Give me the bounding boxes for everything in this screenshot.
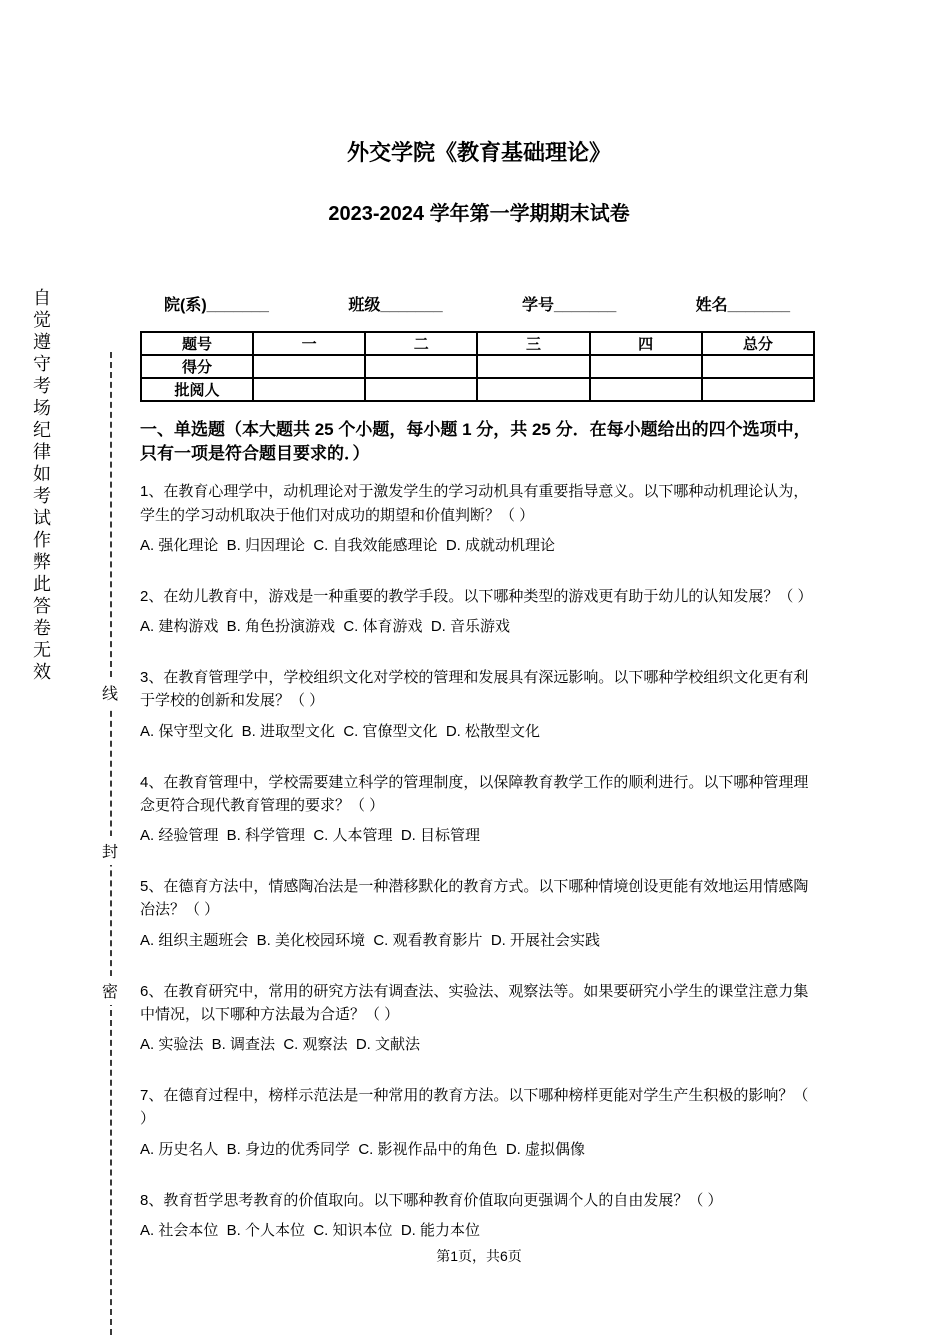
score-cell xyxy=(590,355,702,378)
student-info-row xyxy=(140,292,818,315)
score-cell xyxy=(253,378,365,401)
score-header-part-2: 二 xyxy=(365,332,477,355)
score-table xyxy=(140,331,815,402)
score-cell xyxy=(477,378,589,401)
reviewer-row-label: 批阅人 xyxy=(141,378,253,401)
question-1 xyxy=(140,480,818,555)
question-5 xyxy=(140,875,818,950)
score-header-part-3: 三 xyxy=(477,332,589,355)
question-7 xyxy=(140,1084,818,1159)
score-cell xyxy=(365,355,477,378)
question-options: A. 强化理论 B. 归因理论 C. 自我效能感理论 D. 成就动机理论 xyxy=(140,536,556,554)
question-4 xyxy=(140,771,818,846)
exam-title: 外交学院《教育基础理论》 xyxy=(346,140,611,165)
question-options: A. 组织主题班会 B. 美化校园环境 C. 观看教育影片 D. 开展社会实践 xyxy=(140,931,601,949)
seal-char-xian: 线 xyxy=(101,678,119,707)
page-number: 第1页，共6页 xyxy=(436,1248,522,1264)
section-heading: 一、单选题（本大题共 25 个小题，每小题 1 分，共 25 分．在每小题给出的四个选项中，只有一项是符合题目要求的．） xyxy=(140,420,811,464)
score-cell xyxy=(477,355,589,378)
score-cell xyxy=(702,378,814,401)
field-student-id: 学号_______ xyxy=(522,297,617,314)
exam-subtitle: 2023-2024 学年第一学期期末试卷 xyxy=(328,203,630,225)
exam-page xyxy=(140,0,818,1270)
field-department: 院(系)_______ xyxy=(164,297,269,314)
question-list xyxy=(140,480,818,1240)
question-8 xyxy=(140,1189,818,1240)
question-text: 6、在教育研究中，常用的研究方法有调查法、实验法、观察法等。如果要研究小学生的课堂注意力集中情况，以下哪种方法最为合适？（ ） xyxy=(140,982,809,1023)
score-header-total: 总分 xyxy=(702,332,814,355)
question-text: 8、教育哲学思考教育的价值取向。以下哪种教育价值取向更强调个人的自由发展？（ ） xyxy=(140,1191,723,1209)
score-header-part-4: 四 xyxy=(590,332,702,355)
exam-discipline-warning: 自觉遵守考场纪律如考试作弊此答卷无效 xyxy=(31,288,51,684)
question-text: 5、在德育方法中，情感陶冶法是一种潜移默化的教育方式。以下哪种情境创设更能有效地运用情感陶冶法？（ ） xyxy=(140,878,809,919)
score-header-question-no: 题号 xyxy=(141,332,253,355)
question-options: A. 经验管理 B. 科学管理 C. 人本管理 D. 目标管理 xyxy=(140,827,481,844)
score-cell xyxy=(365,378,477,401)
question-options: A. 社会本位 B. 个人本位 C. 知识本位 D. 能力本位 xyxy=(140,1221,481,1239)
score-cell xyxy=(702,355,814,378)
question-text: 7、在德育过程中，榜样示范法是一种常用的教育方法。以下哪种榜样更能对学生产生积极的影响？（ ） xyxy=(140,1087,813,1128)
question-text: 3、在教育管理学中，学校组织文化对学校的管理和发展具有深远影响。以下哪种学校组织文化更有利于学校的创新和发展？（ ） xyxy=(140,669,809,710)
question-text: 1、在教育心理学中，动机理论对于激发学生的学习动机具有重要指导意义。以下哪种动机理论认为，学生的学习动机取决于他们对成功的期望和价值判断？（ ） xyxy=(140,483,809,524)
question-options: A. 建构游戏 B. 角色扮演游戏 C. 体育游戏 D. 音乐游戏 xyxy=(140,618,511,635)
question-3 xyxy=(140,666,818,741)
field-name: 姓名_______ xyxy=(695,297,790,314)
question-options: A. 历史名人 B. 身边的优秀同学 C. 影视作品中的角色 D. 虚拟偶像 xyxy=(140,1140,586,1158)
score-table-header-row xyxy=(141,332,814,355)
score-row xyxy=(141,355,814,378)
question-options: A. 保守型文化 B. 进取型文化 C. 官僚型文化 D. 松散型文化 xyxy=(140,722,541,740)
score-header-part-1: 一 xyxy=(253,332,365,355)
seal-char-mi: 密 xyxy=(101,976,119,1005)
score-cell xyxy=(253,355,365,378)
question-6 xyxy=(140,980,818,1055)
score-row-label: 得分 xyxy=(141,355,253,378)
question-2 xyxy=(140,585,818,636)
reviewer-row xyxy=(141,378,814,401)
question-text: 2、在幼儿教育中，游戏是一种重要的教学手段。以下哪种类型的游戏更有助于幼儿的认知发展？（ ） xyxy=(140,587,813,605)
question-text: 4、在教育管理中，学校需要建立科学的管理制度，以保障教育教学工作的顺利进行。以下哪种管理理念更符合现代教育管理的要求？（ ） xyxy=(140,773,809,814)
seal-char-feng: 封 xyxy=(101,836,119,865)
score-cell xyxy=(590,378,702,401)
question-options: A. 实验法 B. 调查法 C. 观察法 D. 文献法 xyxy=(140,1036,421,1053)
field-class: 班级_______ xyxy=(348,297,443,314)
